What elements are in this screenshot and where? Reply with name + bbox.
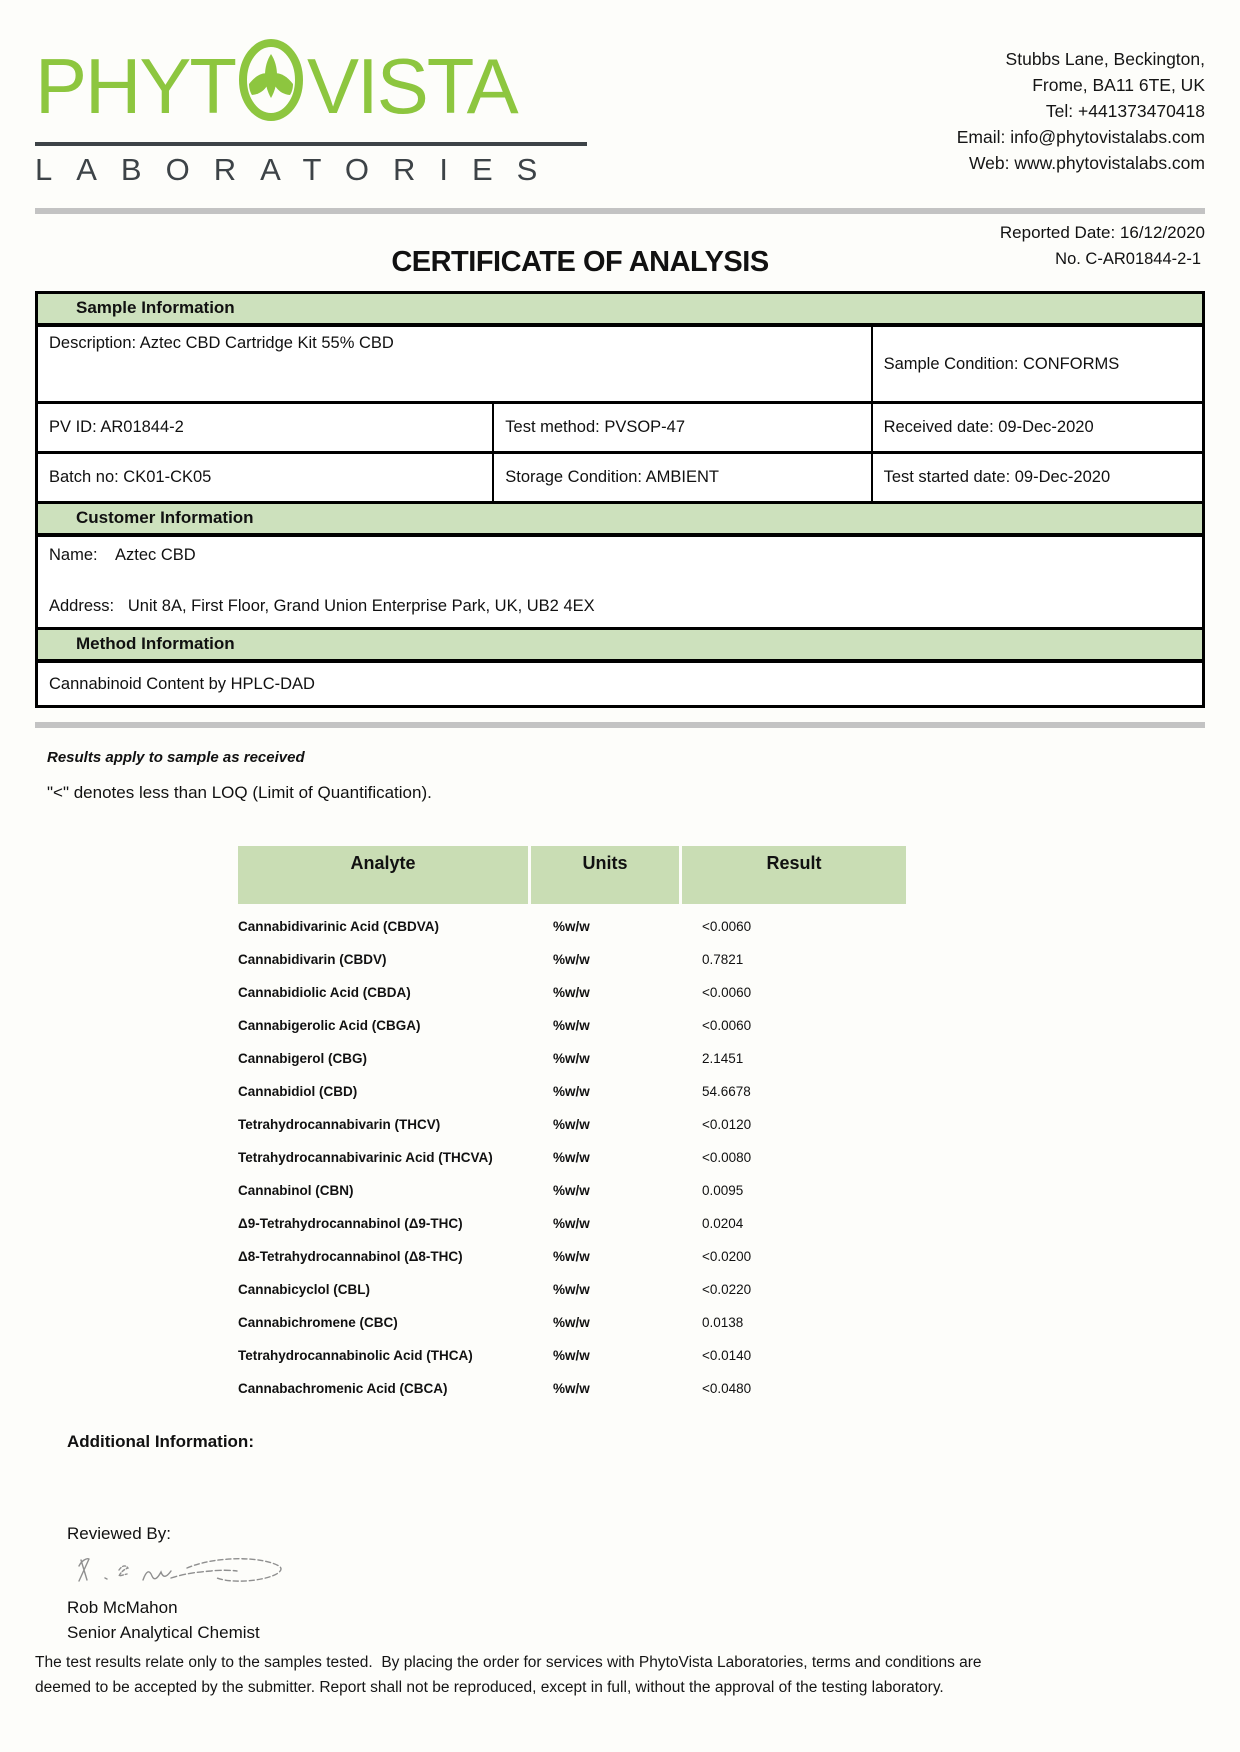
results-row xyxy=(238,1273,906,1306)
results-row xyxy=(238,1174,906,1207)
reviewer-name: Rob McMahon xyxy=(67,1598,178,1617)
contact-web: Web: www.phytovistalabs.com xyxy=(968,153,1205,173)
phytovista-logo xyxy=(35,38,587,188)
results-cell-result: <0.0060 xyxy=(702,985,752,1000)
results-note: Results apply to sample as received xyxy=(47,749,305,766)
logo-rule xyxy=(35,142,587,146)
results-cell-units: %w/w xyxy=(553,1348,590,1363)
results-cell-units: %w/w xyxy=(553,1381,590,1396)
loq-note: "<" denotes less than LOQ (Limit of Quantification). xyxy=(47,783,432,802)
results-row xyxy=(238,1009,906,1042)
logo-wordmark xyxy=(35,38,587,134)
results-cell-analyte: Cannabidivarin (CBDV) xyxy=(238,952,387,967)
customer-address: Address: Unit 8A, First Floor, Grand Union Enterprise Park, UK, UB2 4EX xyxy=(49,597,595,615)
info-table xyxy=(35,291,1205,708)
results-cell-units: %w/w xyxy=(553,1249,590,1264)
results-cell-units: %w/w xyxy=(553,1018,590,1033)
results-cell-result: <0.0200 xyxy=(702,1249,752,1264)
results-cell-result: <0.0140 xyxy=(702,1348,752,1363)
pv-id: PV ID: AR01844-2 xyxy=(38,404,494,451)
sample-id-row xyxy=(38,401,1202,451)
logo-subtitle: LABORATORIES xyxy=(35,152,562,187)
sample-description: Description: Aztec CBD Cartridge Kit 55% CBD xyxy=(38,327,873,401)
results-cell-analyte: Tetrahydrocannabivarinic Acid (THCVA) xyxy=(238,1150,493,1165)
results-cell-result: <0.0060 xyxy=(702,1018,752,1033)
results-row xyxy=(238,1339,906,1372)
results-cell-units: %w/w xyxy=(553,952,590,967)
results-cell-analyte: Δ9-Tetrahydrocannabinol (Δ9-THC) xyxy=(238,1216,463,1231)
sample-condition: Sample Condition: CONFORMS xyxy=(883,354,1120,373)
results-row xyxy=(238,910,906,943)
results-cell-analyte: Cannabidiolic Acid (CBDA) xyxy=(238,985,411,1000)
results-cell-result: 2.1451 xyxy=(702,1051,744,1066)
results-cell-result: <0.0220 xyxy=(702,1282,752,1297)
results-row xyxy=(238,1240,906,1273)
results-cell-result: <0.0060 xyxy=(702,919,752,934)
storage-condition: Storage Condition: AMBIENT xyxy=(494,454,872,501)
logo-word-left: PHYT xyxy=(35,42,236,130)
results-cell-analyte: Tetrahydrocannabivarin (THCV) xyxy=(238,1117,441,1132)
sample-batch-row xyxy=(38,451,1202,501)
batch-no: Batch no: CK01-CK05 xyxy=(38,454,494,501)
customer-name: Name: Aztec CBD xyxy=(49,546,196,564)
results-cell-result: 0.0138 xyxy=(702,1315,744,1330)
results-cell-analyte: Cannabidivarinic Acid (CBDVA) xyxy=(238,919,440,934)
column-header-units: Units xyxy=(531,846,679,904)
reviewed-by-label: Reviewed By: xyxy=(67,1524,171,1543)
results-table-body xyxy=(238,910,906,1405)
method-information-header: Method Information xyxy=(38,627,1202,663)
section-divider xyxy=(35,722,1205,728)
results-cell-result: 0.0095 xyxy=(702,1183,744,1198)
results-cell-analyte: Cannabachromenic Acid (CBCA) xyxy=(238,1381,448,1396)
header-divider xyxy=(35,208,1205,214)
reported-date: Reported Date: 16/12/2020 xyxy=(999,223,1205,242)
results-cell-result: <0.0480 xyxy=(702,1381,752,1396)
reviewer-title: Senior Analytical Chemist xyxy=(67,1623,260,1642)
results-cell-analyte: Δ8-Tetrahydrocannabinol (Δ8-THC) xyxy=(238,1249,463,1264)
results-row xyxy=(238,1141,906,1174)
customer-information-header: Customer Information xyxy=(38,501,1202,537)
results-cell-units: %w/w xyxy=(553,1117,590,1132)
footer-line2: deemed to be accepted by the submitter. Report shall not be reproduced, except in full, without the approval of the testing laboratory. xyxy=(35,1679,944,1696)
contact-address-line1: Stubbs Lane, Beckington, xyxy=(1005,49,1205,69)
results-cell-units: %w/w xyxy=(553,919,590,934)
page-header xyxy=(35,0,1205,188)
lab-contact-block xyxy=(957,38,1205,176)
results-cell-analyte: Cannabigerol (CBG) xyxy=(238,1051,368,1066)
results-cell-units: %w/w xyxy=(553,985,590,1000)
results-cell-result: 0.7821 xyxy=(702,952,744,967)
results-table xyxy=(238,846,906,1405)
results-cell-analyte: Cannabicyclol (CBL) xyxy=(238,1282,371,1297)
report-number: No. C-AR01844-2-1 xyxy=(1055,250,1201,268)
results-cell-result: 54.6678 xyxy=(702,1084,751,1099)
contact-address-line2: Frome, BA11 6TE, UK xyxy=(1032,75,1205,95)
document-title: CERTIFICATE OF ANALYSIS xyxy=(391,246,769,278)
results-row xyxy=(238,1042,906,1075)
footer-disclaimer xyxy=(35,1650,1205,1700)
column-header-analyte: Analyte xyxy=(238,846,528,904)
results-table-header xyxy=(238,846,906,904)
title-row xyxy=(35,246,1205,280)
results-cell-units: %w/w xyxy=(553,1150,590,1165)
leaf-o-icon xyxy=(237,38,305,134)
received-date: Received date: 09-Dec-2020 xyxy=(883,418,1094,436)
logo-word-right: VISTA xyxy=(307,42,517,130)
signature-image xyxy=(35,1546,1205,1596)
results-cell-analyte: Cannabidiol (CBD) xyxy=(238,1084,358,1099)
footer-line1: The test results relate only to the samples tested. By placing the order for services with PhytoVista Laboratories, terms and conditions are xyxy=(35,1654,982,1671)
contact-phone: Tel: +441373470418 xyxy=(1045,101,1205,121)
test-started-date: Test started date: 09-Dec-2020 xyxy=(883,468,1111,486)
results-cell-units: %w/w xyxy=(553,1282,590,1297)
results-cell-result: <0.0080 xyxy=(702,1150,752,1165)
column-header-result: Result xyxy=(682,846,906,904)
sample-description-row xyxy=(38,327,1202,401)
results-row xyxy=(238,1207,906,1240)
results-row xyxy=(238,1372,906,1405)
results-cell-analyte: Cannabigerolic Acid (CBGA) xyxy=(238,1018,421,1033)
additional-information-label: Additional Information: xyxy=(67,1432,254,1451)
contact-email: Email: info@phytovistalabs.com xyxy=(956,127,1205,147)
results-row xyxy=(238,1075,906,1108)
results-cell-analyte: Cannabinol (CBN) xyxy=(238,1183,354,1198)
method-description: Cannabinoid Content by HPLC-DAD xyxy=(49,674,315,693)
results-cell-units: %w/w xyxy=(553,1183,590,1198)
results-row xyxy=(238,1108,906,1141)
results-cell-result: 0.0204 xyxy=(702,1216,744,1231)
results-cell-units: %w/w xyxy=(553,1315,590,1330)
results-row xyxy=(238,1306,906,1339)
results-row xyxy=(238,943,906,976)
test-method: Test method: PVSOP-47 xyxy=(494,404,872,451)
results-cell-result: <0.0120 xyxy=(702,1117,752,1132)
sample-information-header: Sample Information xyxy=(38,294,1202,327)
results-row xyxy=(238,976,906,1009)
results-cell-analyte: Cannabichromene (CBC) xyxy=(238,1315,398,1330)
customer-details-cell xyxy=(38,537,1202,627)
results-cell-units: %w/w xyxy=(553,1084,590,1099)
results-cell-analyte: Tetrahydrocannabinolic Acid (THCA) xyxy=(238,1348,473,1363)
results-cell-units: %w/w xyxy=(553,1216,590,1231)
results-cell-units: %w/w xyxy=(553,1051,590,1066)
